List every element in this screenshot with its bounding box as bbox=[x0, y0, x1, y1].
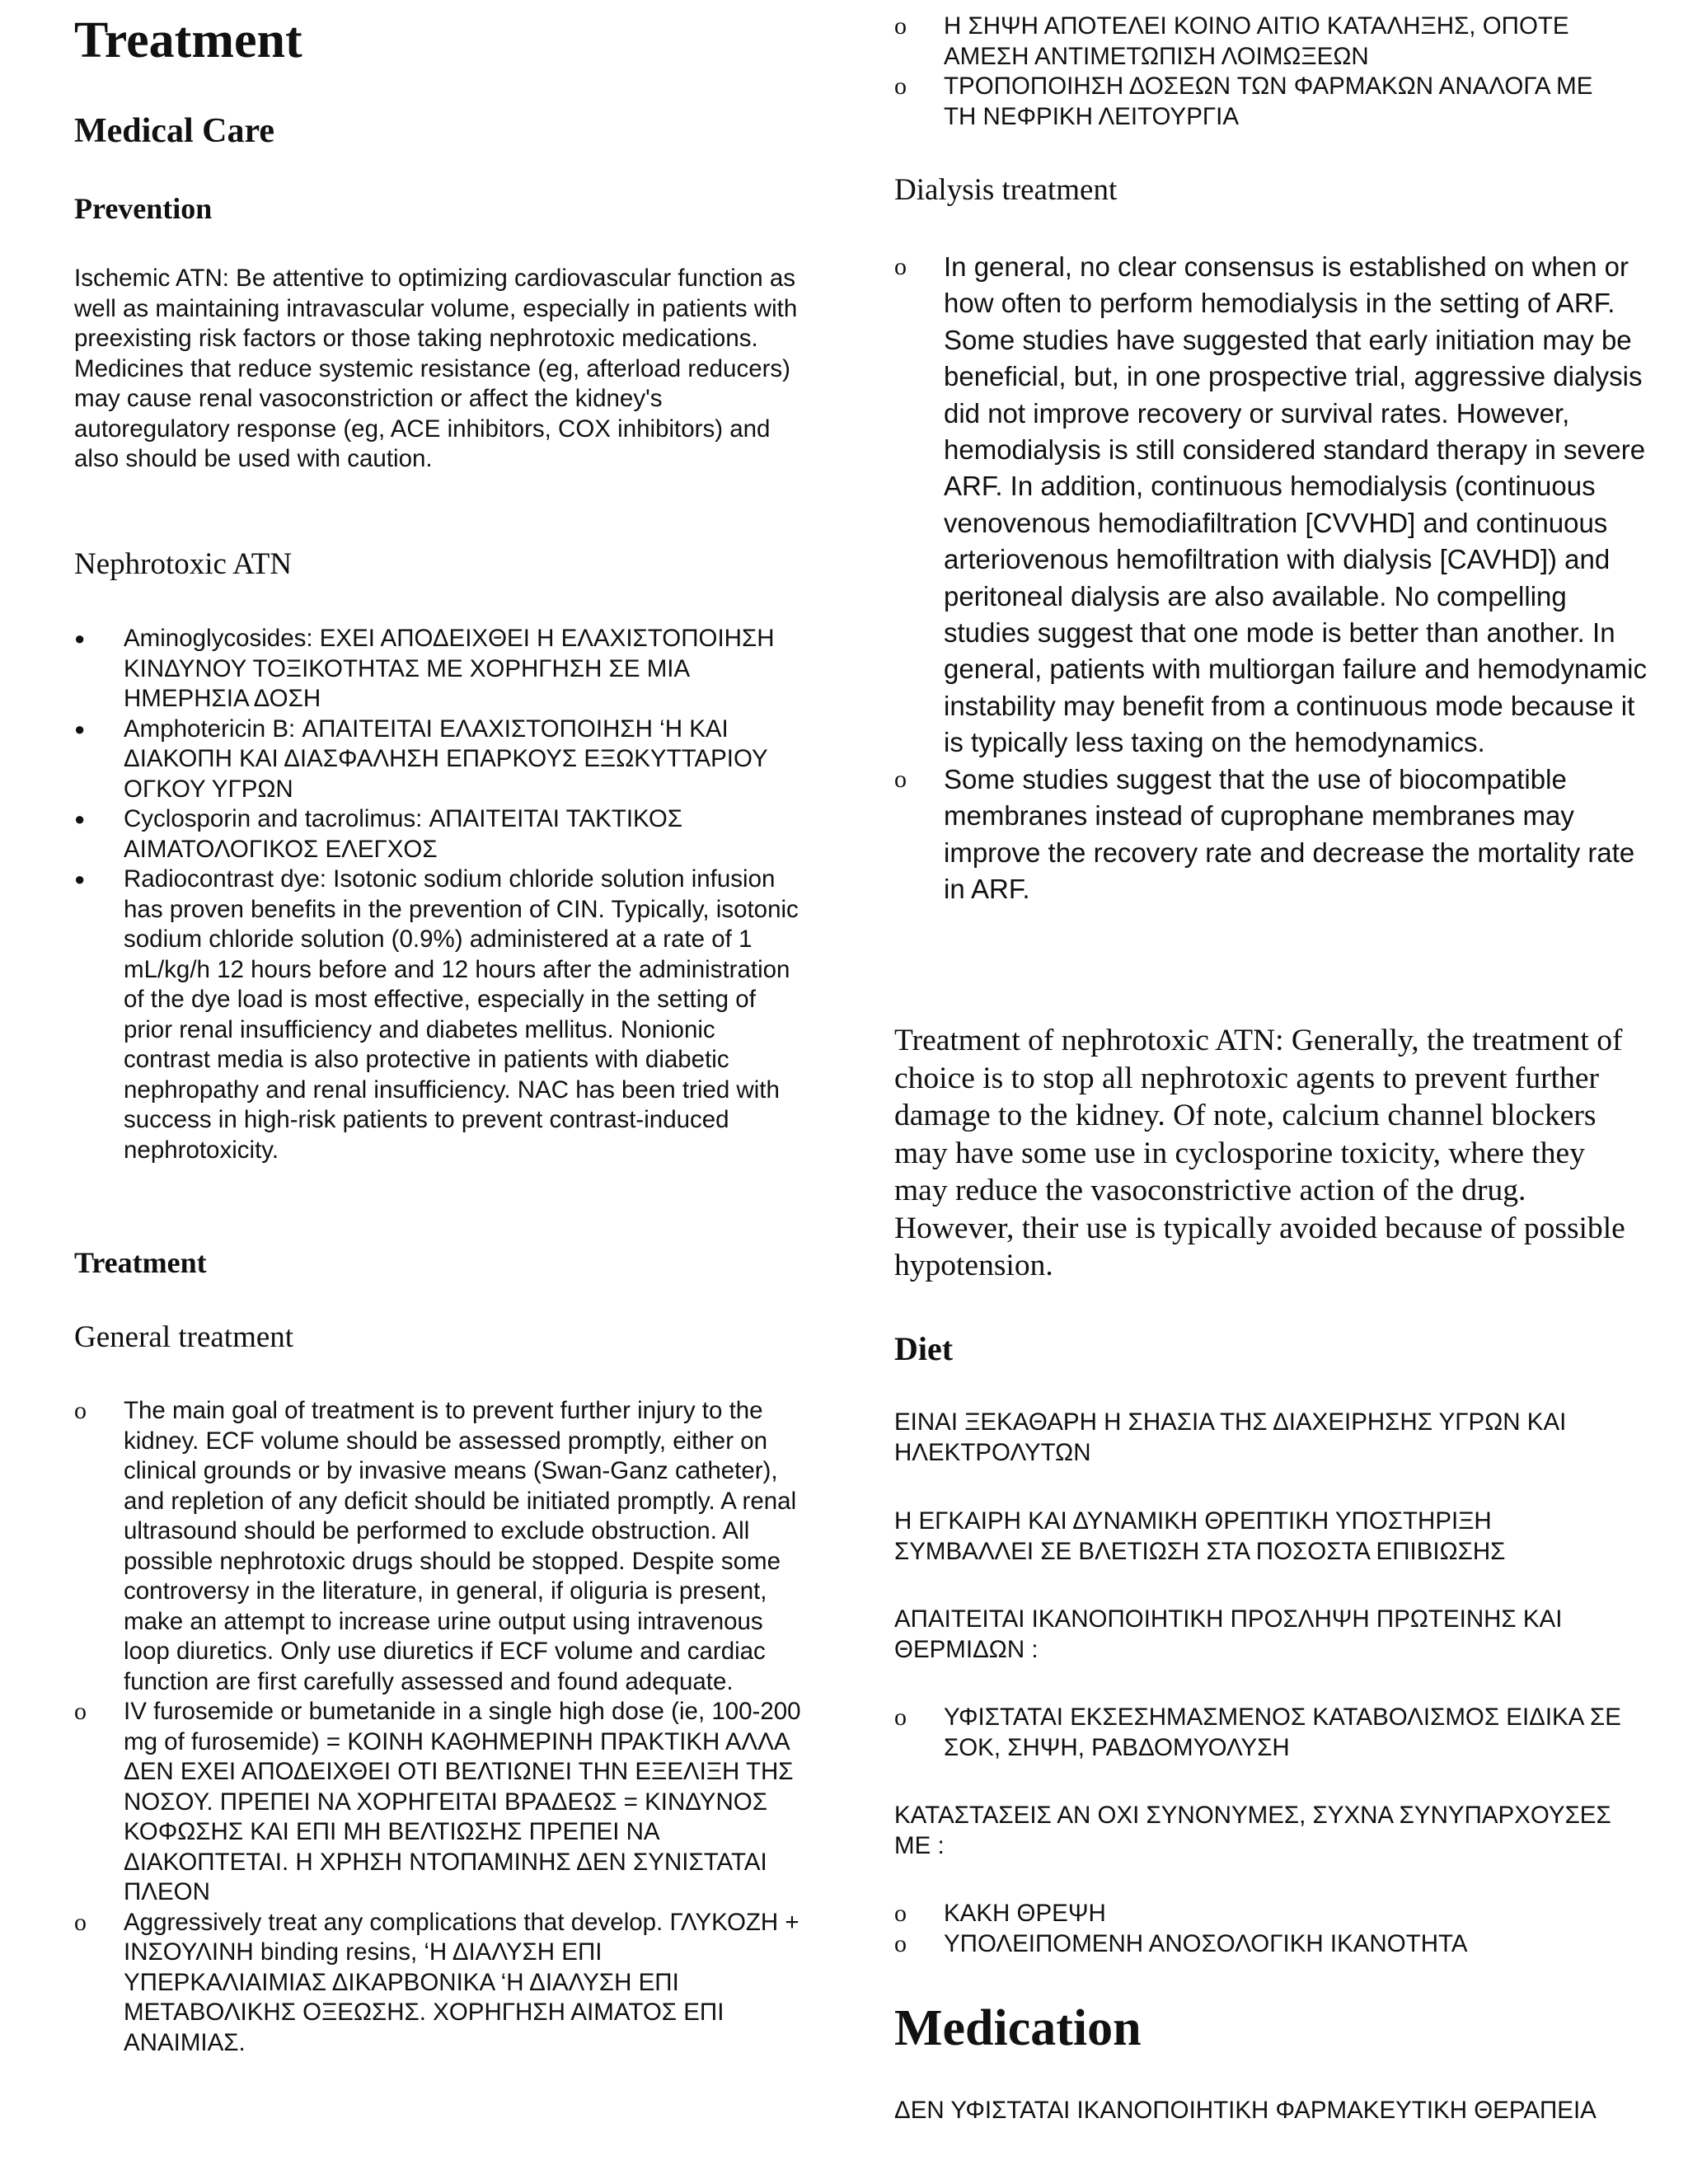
diet-paragraph-1: ΕΙΝΑΙ ΞΕΚΑΘΑΡΗ Η ΣΗΑΣΙΑ ΤΗΣ ΔΙΑΧΕΙΡΗΣΗΣ ΥΓΡΩΝ ΚΑΙ ΗΛΕΚΤΡΟΛΥΤΩΝ bbox=[894, 1408, 1567, 1466]
list-item: o Η ΣΗΨΗ ΑΠΟΤΕΛΕΙ ΚΟΙΝΟ ΑΙΤΙΟ ΚΑΤΑΛΗΞΗΣ, ΟΠΟΤΕ ΑΜΕΣΗ ΑΝΤΙΜΕΤΩΠΙΣΗ ΛΟΙΜΩΞΕΩΝ bbox=[894, 12, 1569, 70]
heading-medication: Medication bbox=[894, 2000, 1142, 2056]
bullet-icon: ● bbox=[74, 628, 86, 649]
heading-treatment-sub: Treatment bbox=[74, 1246, 207, 1279]
heading-medical-care: Medical Care bbox=[74, 112, 274, 150]
dialysis-list bbox=[894, 249, 1657, 907]
circle-bullet-icon: o bbox=[894, 765, 907, 793]
list-item: o IV furosemide or bumetanide in a single high dose (ie, 100-200 mg of furosemide) = ΚΟΙΝΗ ΚΑΘΗΜΕΡΙΝΗ ΠΡΑΚΤΙΚΗ ΑΛΛΑ ΔΕΝ ΕΧΕΙ ΑΠΟΔΕΙΧΘΕΙ ΟΤΙ ΒΕΛΤΙΩΝΕΙ ΤΗΝ ΕΞΕΛΙΞΗ ΤΗΣ ΝΟΣΟΥ. ΠΡΕΠΕΙ ΝΑ ΧΟΡΗΓΕΙΤΑΙ ΒΡΑΔΕΩΣ = ΚΙΝΔΥΝΟΣ ΚΟΦΩΣΗΣ ΚΑΙ ΕΠΙ ΜΗ ΒΕΛΤΙΩΣΗΣ ΠΡΕΠΕΙ ΝΑ ΔΙΑΚΟΠΤΕΤΑΙ. Η ΧΡΗΣΗ ΝΤΟΠΑΜΙΝΗΣ ΔΕΝ ΣΥΝΙΣΤΑΤΑΙ ΠΛΕΟΝ bbox=[74, 1698, 801, 1905]
bullet-icon: ● bbox=[74, 808, 86, 829]
heading-diet: Diet bbox=[894, 1330, 954, 1367]
circle-bullet-icon: o bbox=[894, 1900, 907, 1927]
circle-bullet-icon: o bbox=[894, 1929, 907, 1957]
heading-dialysis-treatment: Dialysis treatment bbox=[894, 173, 1118, 207]
ischemic-atn-paragraph: Ischemic ATN: Be attentive to optimizing cardiovascular function as well as maintaining intravascular volume, especially in patients with preexisting risk factors or those taking nephrotoxic medications. Medicines that reduce systemic resistance (eg, afterload reducers) may cause renal vasoconstriction or affect the kidney's autoregulatory response (eg, ACE inhibitors, COX inhibitors) and also should be used with caution. bbox=[74, 265, 798, 472]
list-item: o ΥΠΟΛΕΙΠΟΜΕΝΗ ΑΝΟΣΟΛΟΓΙΚΗ ΙΚΑΝΟΤΗΤΑ bbox=[894, 1929, 1628, 1960]
heading-prevention: Prevention bbox=[74, 192, 213, 225]
nephrotoxic-treatment-paragraph: Treatment of nephrotoxic ATN: Generally, the treatment of choice is to stop all nephrotoxic agents to prevent further damage to the kidney. Of note, calcium channel blockers may have some use in cyclosporine toxicity, where they may reduce the vasoconstrictive action of the drug. However, their use is typically avoided because of possible hypotension. bbox=[894, 1024, 1625, 1282]
list-item: ● Aminoglycosides: ΕΧΕΙ ΑΠΟΔΕΙΧΘΕΙ Η ΕΛΑΧΙΣΤΟΠΟΙΗΣΗ ΚΙΝΔΥΝΟΥ ΤΟΞΙΚΟΤΗΤΑΣ ΜΕ ΧΟΡΗΓΗΣΗ ΣΕ ΜΙΑ ΗΜΕΡΗΣΙΑ ΔΟΣΗ bbox=[74, 625, 775, 712]
circle-bullet-icon: o bbox=[74, 1698, 87, 1725]
list-item: o Some studies suggest that the use of biocompatible membranes instead of cuprophane membranes may improve the recovery rate and decrease the mortality rate in ARF. bbox=[894, 762, 1657, 908]
list-item: o The main goal of treatment is to prevent further injury to the kidney. ECF volume should be assessed promptly, either on clinical grounds or by invasive means (Swan-Ganz catheter), and repletion of any deficit should be initiated promptly. A renal ultrasound should be performed to exclude obstruction. All possible nephrotoxic drugs should be stopped. Despite some controversy in the literature, in general, if oliguria is present, make an attempt to increase urine output using intravenous loop diuretics. Only use diuretics if ECF volume and cardiac function are first carefully assessed and found adequate. bbox=[74, 1397, 797, 1695]
circle-bullet-icon: o bbox=[894, 73, 907, 100]
continued-treatment-list bbox=[894, 12, 1628, 132]
circle-bullet-icon: o bbox=[74, 1908, 87, 1936]
diet-paragraph-4: ΚΑΤΑΣΤΑΣΕΙΣ ΑΝ ΟΧΙ ΣΥΝΟΝΥΜΕΣ, ΣΥΧΝΑ ΣΥΝΥΠΑΡΧΟΥΣΕΣ ΜΕ : bbox=[894, 1802, 1611, 1859]
general-treatment-list bbox=[74, 1396, 808, 2058]
nephrotoxic-agents-list bbox=[74, 624, 808, 1165]
list-item: o ΥΦΙΣΤΑΤΑΙ ΕΚΣΕΣΗΜΑΣΜΕΝΟΣ ΚΑΤΑΒΟΛΙΣΜΟΣ ΕΙΔΙΚΑ ΣΕ ΣΟΚ, ΣΗΨΗ, ΡΑΒΔΟΜΥΟΛΥΣΗ bbox=[894, 1704, 1621, 1761]
diet-paragraph-3: ΑΠΑΙΤΕΙΤΑΙ ΙΚΑΝΟΠΟΙΗΤΙΚΗ ΠΡΟΣΛΗΨΗ ΠΡΩΤΕΙΝΗΣ ΚΑΙ ΘΕΡΜΙΔΩΝ : bbox=[894, 1605, 1563, 1663]
list-item: o ΚΑΚΗ ΘΡΕΨΗ bbox=[894, 1899, 1628, 1929]
list-item: ● Radiocontrast dye: Isotonic sodium chloride solution infusion has proven benefits in the prevention of CIN. Typically, isotonic sodium chloride solution (0.9%) administered at a rate of 1 mL/kg/h 12 hours before and 12 hours after the administration of the dye load is most effective, especially in the setting of prior renal insufficiency and diabetes mellitus. Nonionic contrast media is also protective in patients with diabetic nephropathy and renal insufficiency. NAC has been tried with success in high-risk patients to prevent contrast-induced nephrotoxicity. bbox=[74, 865, 799, 1164]
heading-general-treatment: General treatment bbox=[74, 1320, 294, 1354]
list-item: o ΤΡΟΠΟΠΟΙΗΣΗ ΔΟΣΕΩΝ ΤΩΝ ΦΑΡΜΑΚΩΝ ΑΝΑΛΟΓΑ ΜΕ ΤΗ ΝΕΦΡΙΚΗ ΛΕΙΤΟΥΡΓΙΑ bbox=[894, 73, 1593, 130]
bullet-icon: ● bbox=[74, 718, 86, 739]
list-item: ● Amphotericin B: ΑΠΑΙΤΕΙΤΑΙ ΕΛΑΧΙΣΤΟΠΟΙΗΣΗ ‘Η ΚΑΙ ΔΙΑΚΟΠΗ ΚΑΙ ΔΙΑΣΦΑΛΗΣΗ ΕΠΑΡΚΟΥΣ ΕΞΩΚΥΤΤΑΡΙΟΥ ΟΓΚΟΥ ΥΓΡΩΝ bbox=[74, 715, 768, 803]
heading-nephrotoxic-atn: Nephrotoxic ATN bbox=[74, 547, 293, 581]
circle-bullet-icon: o bbox=[894, 1704, 907, 1731]
circle-bullet-icon: o bbox=[74, 1397, 87, 1424]
diet-list-2 bbox=[894, 1899, 1628, 1959]
bullet-icon: ● bbox=[74, 869, 86, 889]
list-item: o In general, no clear consensus is established on when or how often to perform hemodialysis in the setting of ARF. Some studies have suggested that early initiation may be beneficial, but, in one prospective trial, aggressive dialysis did not improve recovery or survival rates. However, hemodialysis is still considered standard therapy in severe ARF. In addition, continuous hemodialysis (continuous venovenous hemodiafiltration [CVVHD] and continuous arteriovenous hemofiltration with dialysis [CAVHD]) and peritoneal dialysis are also available. No compelling studies suggest that one mode is better than another. In general, patients with multiorgan failure and hemodynamic instability may benefit from a continuous mode because it is typically less taxing on the hemodynamics. bbox=[894, 249, 1657, 762]
diet-paragraph-2: Η ΕΓΚΑΙΡΗ ΚΑΙ ΔΥΝΑΜΙΚΗ ΘΡΕΠΤΙΚΗ ΥΠΟΣΤΗΡΙΞΗ ΣΥΜΒΑΛΛΕΙ ΣΕ ΒΛΕΤΙΩΣΗ ΣΤΑ ΠΟΣΟΣΤΑ ΕΠΙΒΙΩΣΗΣ bbox=[894, 1507, 1506, 1565]
circle-bullet-icon: o bbox=[894, 253, 907, 280]
diet-list-1 bbox=[894, 1703, 1628, 1763]
list-item: ● Cyclosporin and tacrolimus: ΑΠΑΙΤΕΙΤΑΙ ΤΑΚΤΙΚΟΣ ΑΙΜΑΤΟΛΟΓΙΚΟΣ ΕΛΕΓΧΟΣ bbox=[74, 805, 682, 863]
medication-paragraph: ΔΕΝ ΥΦΙΣΤΑΤΑΙ ΙΚΑΝΟΠΟΙΗΤΙΚΗ ΦΑΡΜΑΚΕΥΤΙΚΗ ΘΕΡΑΠΕΙΑ bbox=[894, 2097, 1597, 2124]
heading-treatment: Treatment bbox=[74, 12, 302, 68]
list-item: o Aggressively treat any complications that develop. ΓΛΥΚΟΖΗ + ΙΝΣΟΥΛΙΝΗ binding resins, ‘Η ΔΙΑΛΥΣΗ ΕΠΙ ΥΠΕΡΚΑΛΙΑΙΜΙΑΣ ΔΙΚΑΡΒΟΝΙΚΑ ‘Η ΔΙΑΛΥΣΗ ΕΠΙ ΜΕΤΑΒΟΛΙΚΗΣ ΟΞΕΩΣΗΣ. ΧΟΡΗΓΗΣΗ ΑΙΜΑΤΟΣ ΕΠΙ ΑΝΑΙΜΙΑΣ. bbox=[74, 1908, 799, 2056]
circle-bullet-icon: o bbox=[894, 12, 907, 40]
